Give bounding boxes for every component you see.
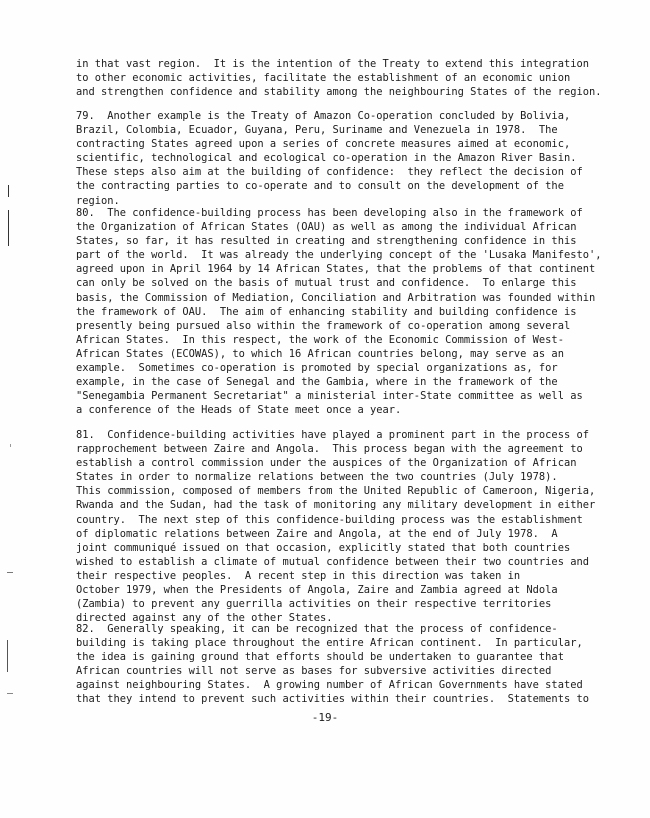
text-line: the Organization of African States (OAU) as well as among the individual African bbox=[76, 221, 577, 234]
scan-mark bbox=[10, 444, 11, 447]
text-line: African countries will not serve as bases for subversive activities directed bbox=[76, 665, 552, 678]
text-line: can only be solved on the basis of mutual trust and confidence. To enlarge this bbox=[76, 277, 577, 290]
text-line: "Senegambia Permanent Secretariat" a ministerial inter-State committee as well as bbox=[76, 390, 583, 403]
text-line: in that vast region. It is the intention of the Treaty to extend this integration bbox=[76, 58, 589, 70]
text-line: African States. In this respect, the work of the Economic Commission of West- bbox=[76, 333, 564, 346]
scan-mark bbox=[7, 572, 13, 573]
text-line: States in order to normalize relations between the two countries (July 1978). bbox=[76, 471, 558, 484]
text-line: wished to establish a climate of mutual confidence between their two countries and bbox=[76, 555, 589, 568]
text-line: scientific, technological and ecological co-operation in the Amazon River Basin. bbox=[76, 152, 577, 165]
paragraph-intro bbox=[76, 57, 606, 99]
text-line: against neighbouring States. A growing number of African Governments have stated bbox=[76, 679, 583, 692]
text-line: 81. Confidence-building activities have played a prominent part in the process of bbox=[76, 429, 589, 441]
text-line: Rwanda and the Sudan, had the task of monitoring any military development in either bbox=[76, 499, 596, 512]
text-line: (Zambia) to prevent any guerrilla activities on their respective territories bbox=[76, 598, 552, 611]
text-line: agreed upon in April 1964 by 14 African States, that the problems of that continent bbox=[76, 263, 596, 276]
text-line: rapprochement between Zaire and Angola. This process began with the agreement to bbox=[76, 443, 583, 456]
scan-mark bbox=[8, 210, 9, 246]
page-number: -19- bbox=[311, 711, 339, 724]
text-line: that they intend to prevent such activities within their countries. Statements to bbox=[76, 693, 589, 706]
text-line: of diplomatic relations between Zaire and Angola, at the end of July 1978. A bbox=[76, 527, 558, 540]
text-line: This commission, composed of members from the United Republic of Cameroon, Nigeria, bbox=[76, 485, 596, 498]
text-line: the idea is gaining ground that efforts should be undertaken to guarantee that bbox=[76, 651, 564, 664]
text-line: example, in the case of Senegal and the Gambia, where in the framework of the bbox=[76, 376, 558, 389]
paragraph-81 bbox=[76, 428, 606, 625]
text-line: presently being pursued also within the framework of co-operation among several bbox=[76, 319, 571, 332]
text-line: a conference of the Heads of State meet once a year. bbox=[76, 404, 402, 417]
paragraph-82 bbox=[76, 622, 606, 707]
text-line: contracting States agreed upon a series of concrete measures aimed at economic, bbox=[76, 138, 571, 151]
text-line: their respective peoples. A recent step in this direction was taken in bbox=[76, 569, 521, 582]
text-line: October 1979, when the Presidents of Angola, Zaire and Zambia agreed at Ndola bbox=[76, 584, 558, 597]
scan-mark bbox=[7, 640, 8, 672]
text-line: directed against any of the other States. bbox=[76, 612, 333, 625]
scan-mark bbox=[7, 693, 13, 694]
text-line: States, so far, it has resulted in creating and strengthening confidence in this bbox=[76, 235, 577, 248]
text-line: 82. Generally speaking, it can be recognized that the process of confidence- bbox=[76, 623, 558, 635]
text-line: example. Sometimes co-operation is promoted by special organizations as, for bbox=[76, 362, 558, 375]
text-line: the contracting parties to co-operate and to consult on the development of the bbox=[76, 180, 564, 193]
text-line: country. The next step of this confidence-building process was the establishment bbox=[76, 513, 583, 526]
text-line: the framework of OAU. The aim of enhancing stability and building confidence is bbox=[76, 305, 577, 318]
text-line: These steps also aim at the building of confidence: they reflect the decision of bbox=[76, 166, 583, 179]
text-line: building is taking place throughout the entire African continent. In particular, bbox=[76, 637, 583, 650]
text-line: joint communiqué issued on that occasion, explicitly stated that both countries bbox=[76, 541, 571, 554]
paragraph-79 bbox=[76, 109, 606, 208]
scan-mark bbox=[8, 185, 9, 197]
text-line: basis, the Commission of Mediation, Conciliation and Arbitration was founded within bbox=[76, 291, 596, 304]
text-line: region. bbox=[76, 194, 120, 207]
text-line: Brazil, Colombia, Ecuador, Guyana, Peru, Suriname and Venezuela in 1978. The bbox=[76, 124, 558, 137]
text-line: African States (ECOWAS), to which 16 African countries belong, may serve as an bbox=[76, 347, 564, 360]
paragraph-80 bbox=[76, 206, 606, 417]
text-line: 79. Another example is the Treaty of Amazon Co-operation concluded by Bolivia, bbox=[76, 110, 571, 122]
text-line: part of the world. It was already the underlying concept of the 'Lusaka Manifesto', bbox=[76, 249, 602, 262]
text-line: establish a control commission under the auspices of the Organization of African bbox=[76, 457, 577, 470]
text-line: and strengthen confidence and stability among the neighbouring States of the region. bbox=[76, 86, 602, 99]
text-line: 80. The confidence-building process has been developing also in the framework of bbox=[76, 207, 583, 219]
text-line: to other economic activities, facilitate the establishment of an economic union bbox=[76, 72, 571, 85]
